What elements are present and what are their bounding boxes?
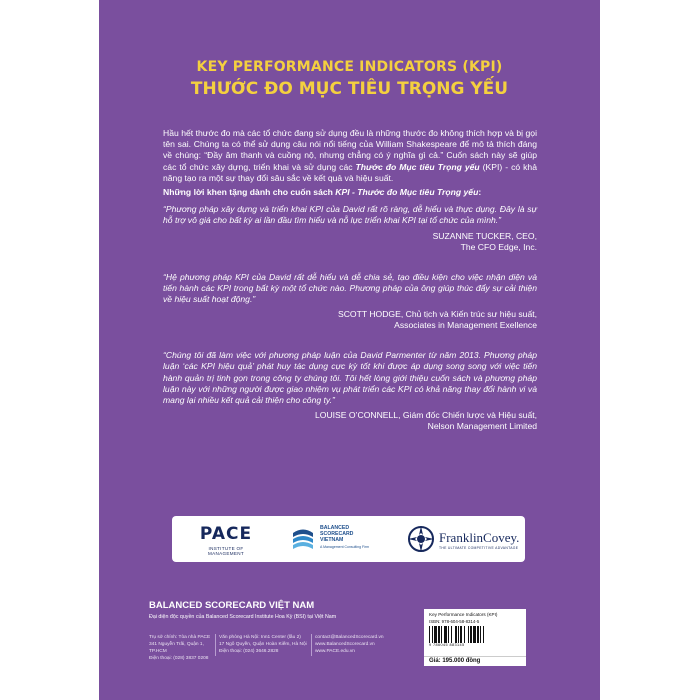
head-office-line: Điện thoại: (028) 3837 0208 — [149, 656, 209, 661]
publisher-subtitle: Đại diện độc quyền của Balanced Scorecard Institute Hoa Kỳ (BSI) tại Việt Nam — [149, 614, 337, 620]
pace-logo-name: PACE — [199, 524, 253, 544]
quote-2: “Hệ phương pháp KPI của David rất dễ hiểu và dễ chia sẻ, tạo điều kiện cho việc nhận diện và tiến hành các KPI trong bất kỳ một tổ chức nào. Phương pháp của ông giúp thúc đẩy sự cải thiện về hiệu suất hoạt động.” — [163, 271, 537, 305]
pace-logo-subtitle: INSTITUTE OF MANAGEMENT — [208, 546, 244, 556]
bsc-line-2: SCORECARD — [320, 531, 354, 538]
barcode-number: 9 786045 883145 — [429, 643, 465, 647]
footer-contacts — [315, 634, 405, 655]
intro-paragraph — [163, 128, 537, 184]
cover-body-text — [163, 128, 537, 432]
bsc-tagline: A Management Consulting Firm — [320, 544, 370, 549]
quote-1: “Phương pháp xây dựng và triển khai KPI của David rất rõ ràng, dễ hiểu và thực dụng. Đây là sự hỗ trợ vô giá cho bất kỳ ai lần đầu tìm hiểu và nỗ lực triển khai KPI tại tổ chức của mình.” — [163, 204, 537, 226]
contact-website: www.BalancedScorecard.vn — [315, 642, 375, 647]
partner-logos-panel — [172, 516, 525, 562]
footer-divider — [311, 634, 312, 656]
intro-text-part2: (KPI) - có khả năng tạo ra một sự thay đổi sâu sắc về kết quả và hiệu suất. — [163, 161, 537, 183]
barcode-bars — [429, 626, 499, 643]
quote-1-attribution — [163, 231, 537, 253]
barcode-label — [424, 609, 526, 666]
quote-1-author: SUZANNE TUCKER, CEO, — [432, 230, 537, 241]
footer-hanoi-office — [219, 634, 311, 655]
franklincovey-text — [439, 531, 519, 550]
quote-1-organization: The CFO Edge, Inc. — [460, 241, 537, 252]
pace-logo — [190, 522, 262, 556]
quote-2-organization: Associates in Management Exellence — [394, 320, 537, 331]
footer-head-office — [149, 634, 212, 662]
praise-book-title: KPI - Thước đo Mục tiêu Trọng yếu — [335, 187, 479, 198]
head-office-line: 341 Nguyễn Trãi, Quận 1, TP.HCM — [149, 642, 204, 654]
quote-3-attribution — [163, 410, 537, 432]
hanoi-office-line: Điện thoại: (024) 3646.2828 — [219, 649, 279, 654]
contact-email: contact@BalancedScorecard.vn — [315, 635, 384, 640]
book-back-cover — [99, 0, 600, 700]
quote-3-author: LOUISE O’CONNELL, Giám đốc Chiến lược và Hiệu suất, — [314, 410, 537, 421]
bsc-line-3: VIETNAM — [320, 537, 344, 544]
quote-2-author: SCOTT HODGE, Chủ tịch và Kiến trúc sư hiệu suất, — [337, 309, 537, 320]
quote-3-organization: Nelson Management Limited — [427, 421, 537, 432]
footer-divider — [215, 634, 216, 656]
barcode-book-title: Key Performance Indicators (KPI) — [429, 612, 498, 617]
hanoi-office-line: Văn phòng Hà Nội: Inn1 Center (lầu 2) — [219, 635, 301, 640]
franklincovey-name: FranklinCovey. — [439, 530, 520, 545]
praise-heading — [163, 187, 537, 198]
franklincovey-logo — [407, 522, 522, 556]
quote-2-attribution — [163, 309, 537, 331]
balanced-scorecard-vietnam-logo — [289, 522, 385, 556]
intro-emphasis: Thước đo Mục tiêu Trọng yếu — [355, 161, 480, 172]
barcode-isbn: ISBN: 978-604-58-8314-5 — [429, 619, 480, 624]
hanoi-office-line: 17 Ngô Quyền, Quận Hoàn Kiếm, Hà Nội — [219, 642, 307, 647]
cover-title-english: KEY PERFORMANCE INDICATORS (KPI) — [196, 59, 503, 75]
franklincovey-tagline: THE ULTIMATE COMPETITIVE ADVANTAGE — [439, 546, 519, 550]
bsc-logo-text — [320, 525, 369, 550]
compass-icon — [407, 525, 435, 553]
bsc-line-1: BALANCED — [320, 525, 350, 531]
praise-heading-text: Những lời khen tặng dành cho cuốn sách — [163, 187, 336, 198]
praise-heading-colon: : — [478, 187, 482, 198]
bsc-emblem-icon — [289, 524, 317, 552]
publisher-name: BALANCED SCORECARD VIỆT NAM — [149, 600, 315, 611]
price-label: Giá: 195.000 đồng — [424, 656, 526, 666]
cover-title-vietnamese: THƯỚC ĐO MỤC TIÊU TRỌNG YẾU — [190, 79, 509, 99]
contact-website: www.PACE.edu.vn — [315, 649, 355, 654]
intro-text-part1: Hầu hết thước đo mà các tổ chức đang sử dụng đều là những thước đo không thích hợp và bị gọi tên sai. Chúng ta có thể sử dụng câu nói nổi tiếng của William Shakespeare để mô tả thích đáng về chúng: “Đầy âm thanh và cuồng nộ, nhưng chẳng có ý nghĩa gì cả.” Cuốn sách này sẽ giúp các tổ chức xây dựng, triển khai và sử dụng các — [163, 128, 537, 172]
head-office-line: Trụ sở chính: Tòa nhà PACE — [149, 635, 211, 640]
quote-3: “Chúng tôi đã làm việc với phương pháp luận của David Parmenter từ năm 2013. Phương pháp luận ‘các KPI hiệu quả’ phát huy tác dụng cực kỳ tốt khi được áp dụng song song với việc tiến hành quản trị tinh gọn trong công ty chúng tôi. Tôi hết lòng giới thiệu cuốn sách và phương pháp luận này với những người được giao nhiệm vụ phát triển các KPI có khả năng thay đổi hành vi và mang lại nhiều kết quả cải thiện cho công ty.” — [163, 350, 537, 406]
